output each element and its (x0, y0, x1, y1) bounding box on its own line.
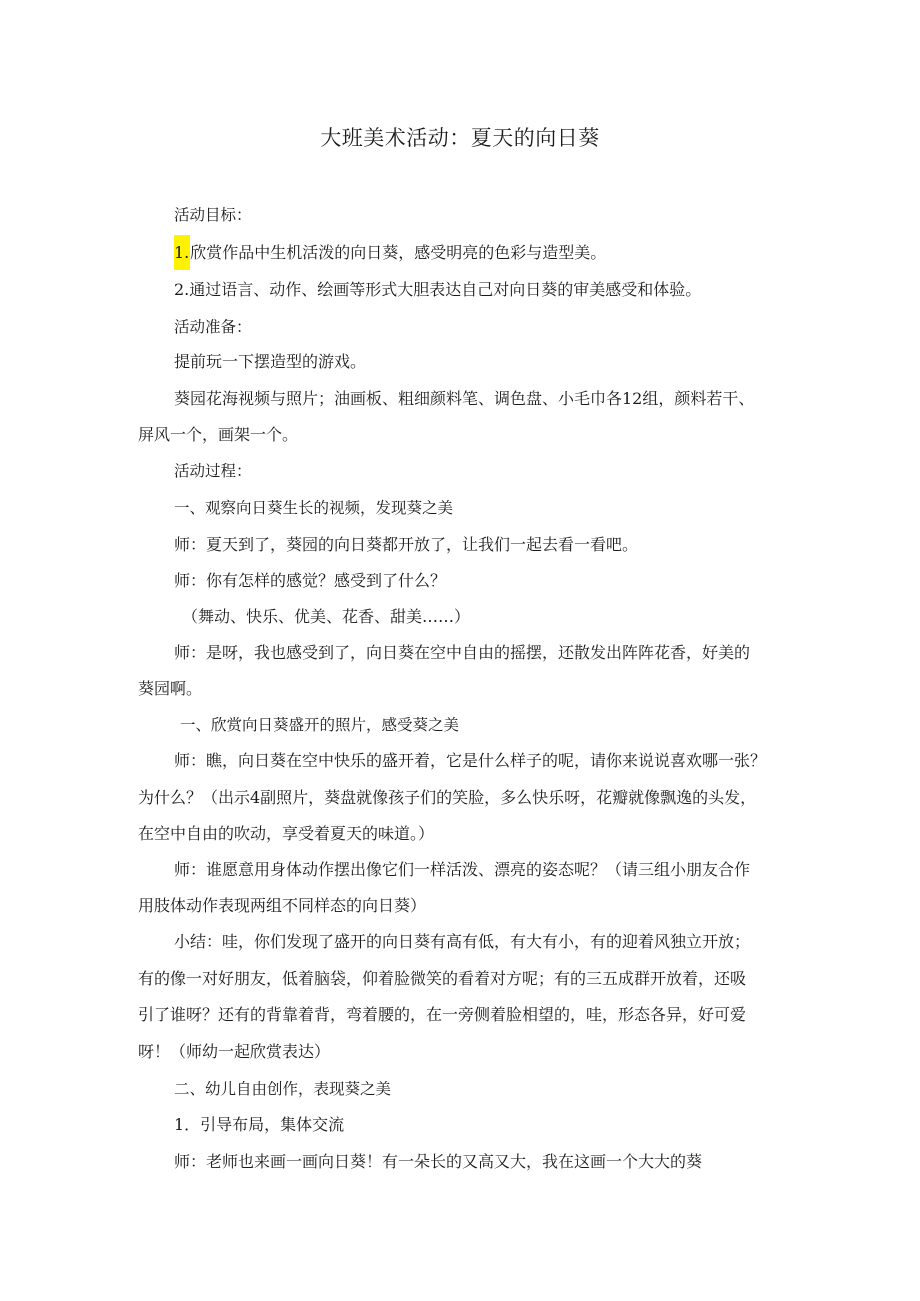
section-1-para-3: （舞动、快乐、优美、花香、甜美……） (182, 607, 471, 626)
section-2-para-1-line-3: 在空中自由的吹动，享受着夏天的味道。） (138, 824, 435, 843)
section-3-heading: 二、幼儿自由创作，表现葵之美 (174, 1080, 392, 1098)
section-2-summary-line-3: 引了谁呀？还有的背靠着背，弯着腰的，在一旁侧着脸相望的，哇，形态各异，好可爱 (138, 1005, 747, 1024)
section-1-para-1: 师：夏天到了，葵园的向日葵都开放了，让我们一起去看一看吧。 (174, 535, 639, 554)
document-title: 大班美术活动：夏天的向日葵 (320, 126, 600, 150)
section-1-heading: 一、观察向日葵生长的视频，发现葵之美 (174, 499, 454, 517)
section-2-summary-line-1: 小结：哇，你们发现了盛开的向日葵有高有低，有大有小，有的迎着风独立开放； (174, 932, 751, 951)
section-3-subheading-1: 1．引导布局，集体交流 (174, 1115, 345, 1134)
section-2-para-2-line-2: 用肢体动作表现两组不同样态的向日葵） (138, 896, 427, 915)
goals-heading: 活动目标： (174, 206, 252, 224)
section-2-summary-line-4: 呀！（师幼一起欣赏表达） (138, 1042, 331, 1061)
section-1-para-2: 师：你有怎样的感觉？感受到了什么？ (174, 571, 447, 590)
section-2-summary-line-2: 有的像一对好朋友，低着脑袋，仰着脸微笑的看着对方呢；有的三五成群开放着，还吸 (138, 969, 747, 988)
goal-1-text: 欣赏作品中生机活泼的向日葵，感受明亮的色彩与造型美。 (190, 243, 607, 262)
process-heading: 活动过程： (174, 462, 252, 480)
section-2-para-1-line-2: 为什么？（出示4副照片，葵盘就像孩子们的笑脸，多么快乐呀，花瓣就像飘逸的头发， (138, 788, 757, 807)
prep-item-1: 提前玩一下摆造型的游戏。 (174, 352, 367, 371)
prep-item-2-line-1: 葵园花海视频与照片；油画板、粗细颜料笔、调色盘、小毛巾各12组，颜料若干、 (174, 389, 755, 408)
goal-2: 2.通过语言、动作、绘画等形式大胆表达自己对向日葵的审美感受和体验。 (174, 280, 702, 299)
section-2-heading: 一、欣赏向日葵盛开的照片，感受葵之美 (180, 716, 460, 734)
section-1-para-4-line-1: 师：是呀，我也感受到了，向日葵在空中自由的摇摆，还散发出阵阵花香，好美的 (174, 643, 751, 662)
prep-item-2-line-2: 屏风一个，画架一个。 (138, 425, 299, 444)
goal-1 (174, 243, 606, 263)
prep-heading: 活动准备： (174, 318, 252, 336)
section-2-para-2-line-1: 师：谁愿意用身体动作摆出像它们一样活泼、漂亮的姿态呢？（请三组小朋友合作 (174, 860, 751, 879)
section-2-para-1-line-1: 师：瞧，向日葵在空中快乐的盛开着，它是什么样子的呢，请你来说说喜欢哪一张？ (174, 751, 767, 770)
section-3-para-1: 师：老师也来画一画向日葵！有一朵长的又高又大，我在这画一个大大的葵 (174, 1152, 703, 1171)
goal-1-number: 1. (174, 235, 190, 270)
section-1-para-4-line-2: 葵园啊。 (138, 679, 203, 698)
